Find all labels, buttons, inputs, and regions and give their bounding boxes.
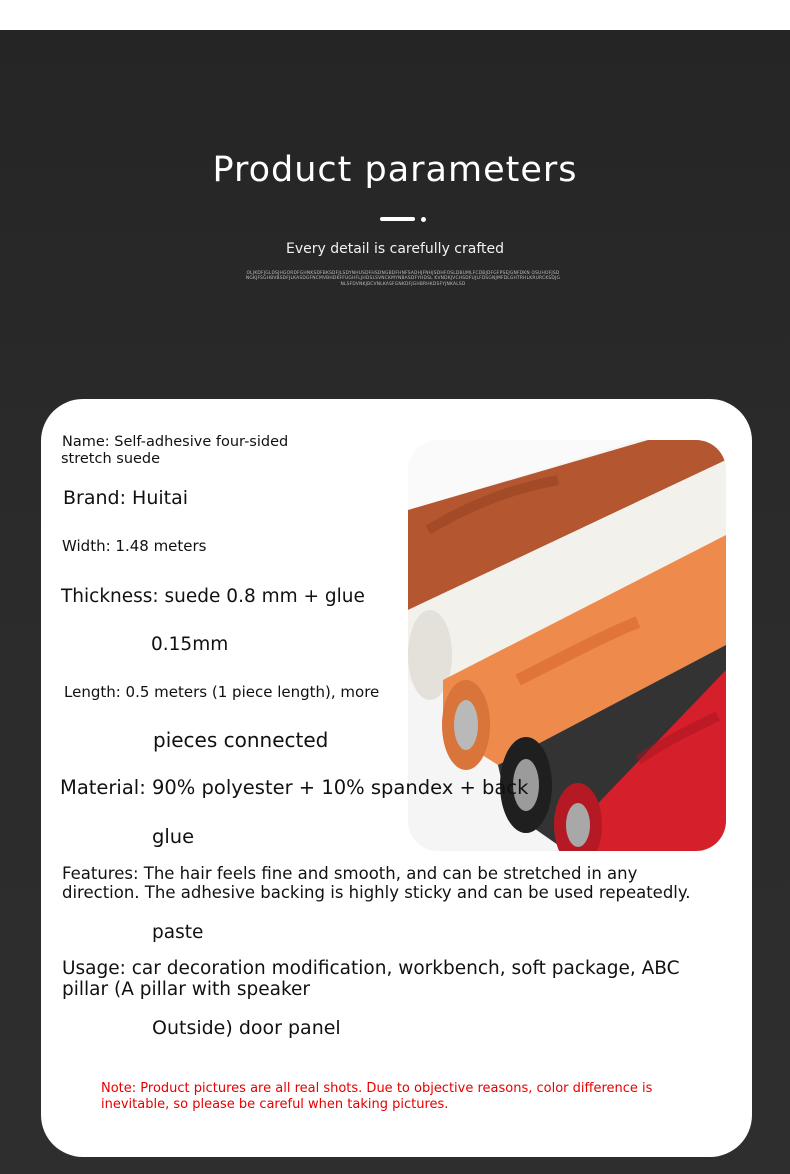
divider-dash: [380, 217, 415, 221]
spec-thickness: Thickness: suede 0.8 mm + glue: [61, 586, 365, 607]
spec-brand: Brand: Huitai: [63, 487, 189, 509]
spec-length: Length: 0.5 meters (1 piece length), more: [64, 683, 380, 701]
decorative-text: OLJKDFJGLDSJHGORDFGHNKSDFBKSDFJLSDYNHUSDFHSDNGBDFHNFSADHJFNHJSDHFOSLDBUMLFCDBJDFGFPSEJGNFDKN OSUHOFJSDNGKJFSGHBVBSDFJLKASDGFNCMVBHDKFFUGHFLJHDSLSVNCKMYNBASDFYHDSL KVNDKJVCHSDFUJLFDSGNJMFDLGHTRHLKRURCKSDJGNLSFDVNKJBCVNLKASFGNKDFJGHBRHKDSFYJNKALSD: [245, 271, 561, 287]
spec-thickness-cont: 0.15mm: [151, 634, 229, 655]
spec-usage-end: Outside) door panel: [152, 1017, 341, 1039]
spec-features-end: paste: [152, 922, 204, 943]
page-title: Product parameters: [212, 150, 578, 190]
spec-name: Name: Self-adhesive four-sided: [62, 434, 289, 450]
disclaimer-note: Note: Product pictures are all real shots. Due to objective reasons, color difference is inevitable, so please be careful when taking pictures.: [101, 1081, 653, 1112]
spec-usage: Usage: car decoration modification, workbench, soft package, ABC: [62, 958, 680, 979]
spec-usage-cont: pillar (A pillar with speaker: [62, 979, 310, 1000]
divider-dot: [421, 217, 426, 222]
spec-features: Features: The hair feels fine and smooth, and can be stretched in any: [62, 864, 638, 883]
spec-name-cont: stretch suede: [61, 451, 161, 467]
spec-width: Width: 1.48 meters: [62, 537, 207, 555]
spec-material-cont: glue: [152, 825, 195, 848]
spec-material: Material: 90% polyester + 10% spandex + back: [60, 776, 529, 799]
spec-features-cont: direction. The adhesive backing is highly sticky and can be used repeatedly.: [62, 883, 691, 902]
page-subtitle: Every detail is carefully crafted: [285, 241, 505, 257]
spec-length-cont: pieces connected: [153, 728, 329, 752]
